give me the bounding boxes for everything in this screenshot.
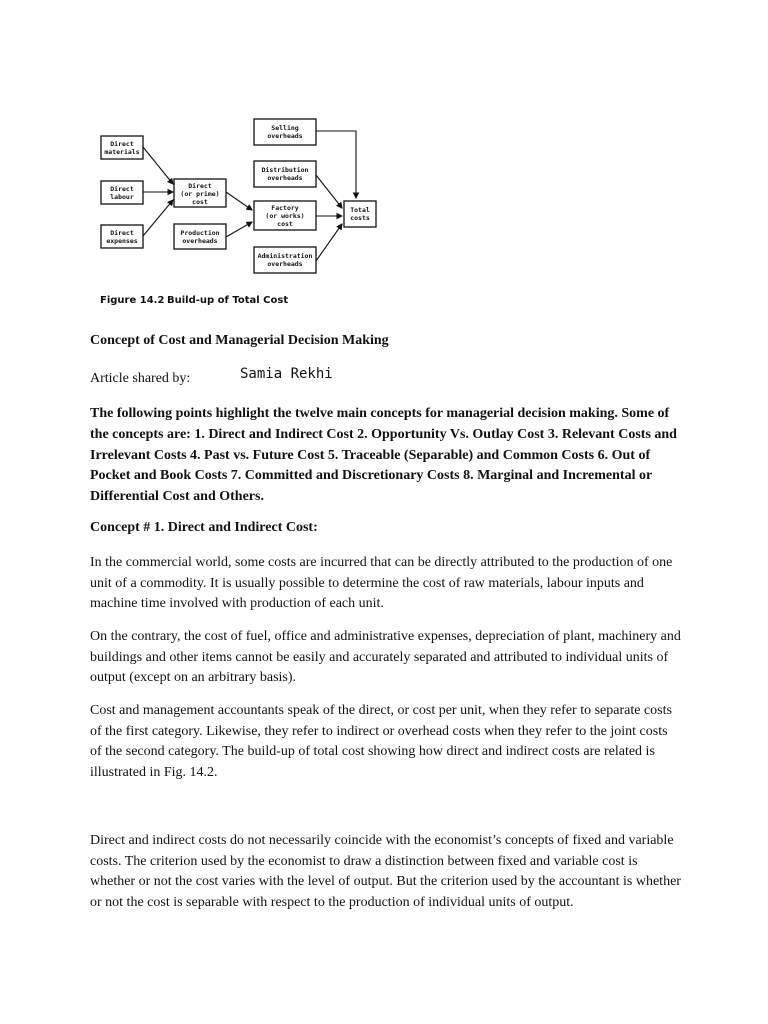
paragraph-3: Cost and management accountants speak of the direct, or cost per unit, when they refer to separate costs of the first category. Likewise, they refer to indirect or overhead costs when they refer to the joint costs of the second category. The build-up of total cost showing how direct and indirect costs are related is illustrated in Fig. 14.2. — [90, 703, 672, 780]
label-factory-cost-3: cost — [277, 220, 293, 228]
concept-heading: Concept # 1. Direct and Indirect Cost: — [90, 520, 318, 535]
author-name: Samia Rekhi — [240, 366, 333, 382]
arrow-prime-to-factory — [226, 192, 252, 210]
paragraph-4: Direct and indirect costs do not necessarily coincide with the economist’s concepts of fixed and variable costs. The criterion used by the economist to draw a distinction between fixed and variable cost is whether or not the cost varies with the level of output. But the criterion used by the accountant is whether or not the cost is separable with respect to the production of individual units of output. — [90, 833, 681, 910]
label-total-costs-2: costs — [350, 214, 370, 222]
label-administration-overheads-1: Administration — [257, 252, 313, 260]
figure-caption-number: Figure 14.2 — [100, 295, 165, 306]
paragraph-2: On the contrary, the cost of fuel, office and administrative expenses, depreciation of plant, machinery and buildings and other items cannot be easily and accurately separated and attributed to individual units of output (except on an arbitrary basis). — [90, 629, 681, 685]
label-distribution-overheads-2: overheads — [267, 174, 303, 182]
label-direct-expenses-1: Direct — [110, 229, 134, 237]
arrow-selling-to-total — [316, 131, 356, 198]
label-selling-overheads-2: overheads — [267, 132, 303, 140]
label-direct-labour-2: labour — [110, 193, 134, 201]
label-direct-expenses-2: expenses — [106, 237, 138, 245]
label-direct-materials-2: materials — [104, 148, 140, 156]
label-factory-cost-2: (or works) — [265, 212, 305, 220]
arrow-expenses-to-prime — [143, 200, 173, 236]
cost-buildup-figure — [90, 100, 390, 310]
label-direct-labour-1: Direct — [110, 185, 134, 193]
label-total-costs-1: Total — [350, 206, 370, 214]
arrow-admin-to-total — [316, 224, 342, 261]
article-summary: The following points highlight the twelve main concepts for managerial decision making. Some of the concepts are: 1. Direct and Indirect Cost 2. Opportunity Vs. Outlay Cost 3. Relevant Costs and Irrelevant Costs 4. Past vs. Future Cost 5. Traceable (Separable) and Common Costs 6. Out of Pocket and Book Costs 7. Committed and Discretionary Costs 8. Marginal and Incremental or Differential Cost and Others. — [90, 406, 677, 505]
label-administration-overheads-2: overheads — [267, 260, 303, 268]
label-prime-cost-1: Direct — [188, 182, 212, 190]
cost-boxes — [101, 119, 376, 273]
label-prime-cost-2: (or prime) — [180, 190, 220, 198]
label-distribution-overheads-1: Distribution — [261, 166, 309, 174]
arrow-distribution-to-total — [316, 175, 342, 208]
paragraph-1: In the commercial world, some costs are incurred that can be directly attributed to the production of one unit of a commodity. It is usually possible to determine the cost of raw materials, labour inputs and machine time involved with production of each unit. — [90, 555, 673, 611]
label-production-overheads-2: overheads — [182, 237, 218, 245]
label-production-overheads-1: Production — [180, 229, 220, 237]
shared-by-label: Article shared by: — [90, 371, 191, 386]
label-factory-cost-1: Factory — [271, 204, 299, 212]
label-direct-materials-1: Direct — [110, 140, 134, 148]
label-selling-overheads-1: Selling — [271, 124, 299, 132]
arrow-materials-to-prime — [143, 147, 173, 184]
article-title: Concept of Cost and Managerial Decision Making — [90, 333, 389, 348]
flow-diagram — [90, 100, 390, 310]
label-prime-cost-3: cost — [192, 198, 208, 206]
figure-caption-title: Build-up of Total Cost — [167, 295, 289, 306]
arrow-production-to-factory — [226, 222, 252, 237]
